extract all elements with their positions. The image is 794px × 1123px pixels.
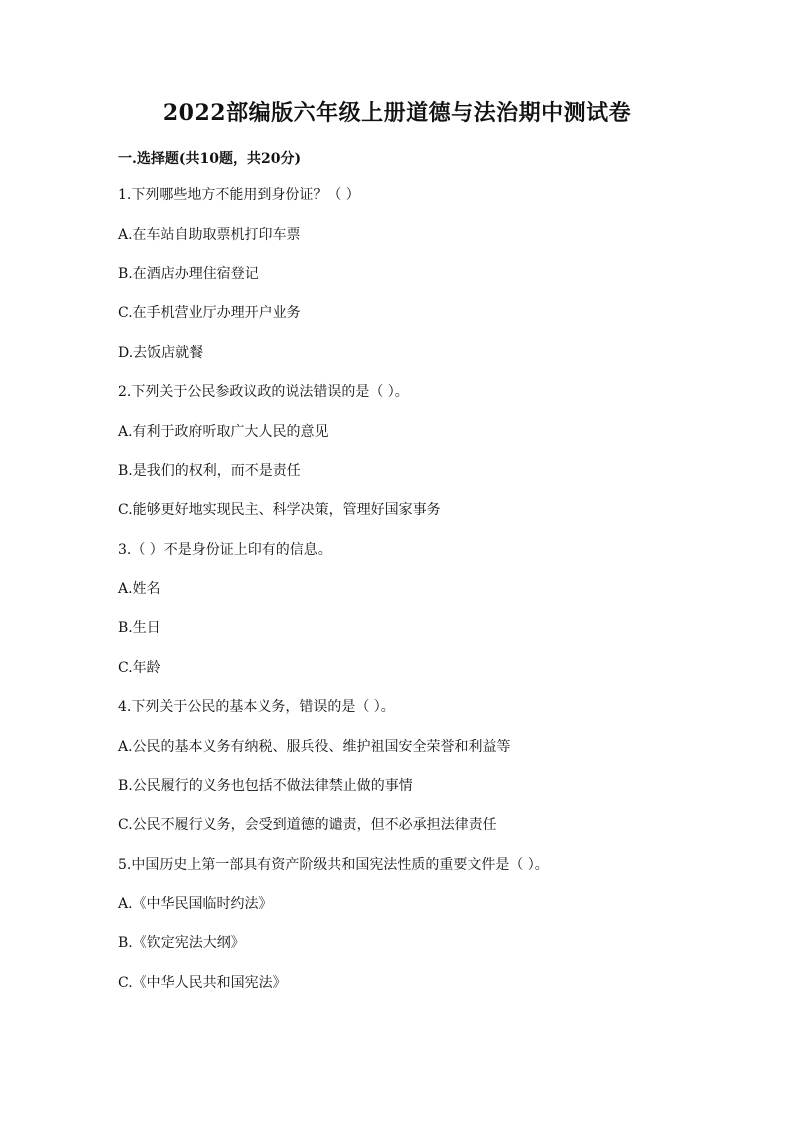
question-2-option-b: B.是我们的权利，而不是责任 [118,463,301,479]
question-4-option-a: A.公民的基本义务有纳税、服兵役、维护祖国安全荣誉和利益等 [118,739,511,755]
exam-title: 2022部编版六年级上册道德与法治期中测试卷 [162,100,632,126]
question-3-option-a: A.姓名 [118,581,161,597]
question-3-option-c: C.年龄 [118,660,161,676]
question-1-option-c: C.在手机营业厅办理开户业务 [118,305,301,321]
question-1-option-a: A.在车站自助取票机打印车票 [118,227,301,243]
question-1-option-b: B.在酒店办理住宿登记 [118,266,259,282]
question-5-option-c: C.《中华人民共和国宪法》 [118,975,287,991]
question-3-option-b: B.生日 [118,620,161,636]
question-4-option-b: B.公民履行的义务也包括不做法律禁止做的事情 [118,778,413,794]
question-2-option-a: A.有利于政府听取广大人民的意见 [118,424,329,440]
question-5-option-a: A.《中华民国临时约法》 [118,896,273,912]
question-5-stem: 5.中国历史上第一部具有资产阶级共和国宪法性质的重要文件是（ ）。 [118,857,549,873]
question-3-stem: 3.（ ）不是身份证上印有的信息。 [118,542,332,558]
section-heading: 一.选择题(共10题，共20分) [118,151,302,167]
question-5-option-b: B.《钦定宪法大纲》 [118,935,245,951]
question-2-option-c: C.能够更好地实现民主、科学决策，管理好国家事务 [118,502,441,518]
question-1-stem: 1.下列哪些地方不能用到身份证？（ ） [118,187,360,203]
question-4-option-c: C.公民不履行义务，会受到道德的谴责，但不必承担法律责任 [118,817,497,833]
question-2-stem: 2.下列关于公民参政议政的说法错误的是（ ）。 [118,384,409,400]
question-1-option-d: D.去饭店就餐 [118,345,204,361]
question-4-stem: 4.下列关于公民的基本义务，错误的是（ ）。 [118,699,395,715]
